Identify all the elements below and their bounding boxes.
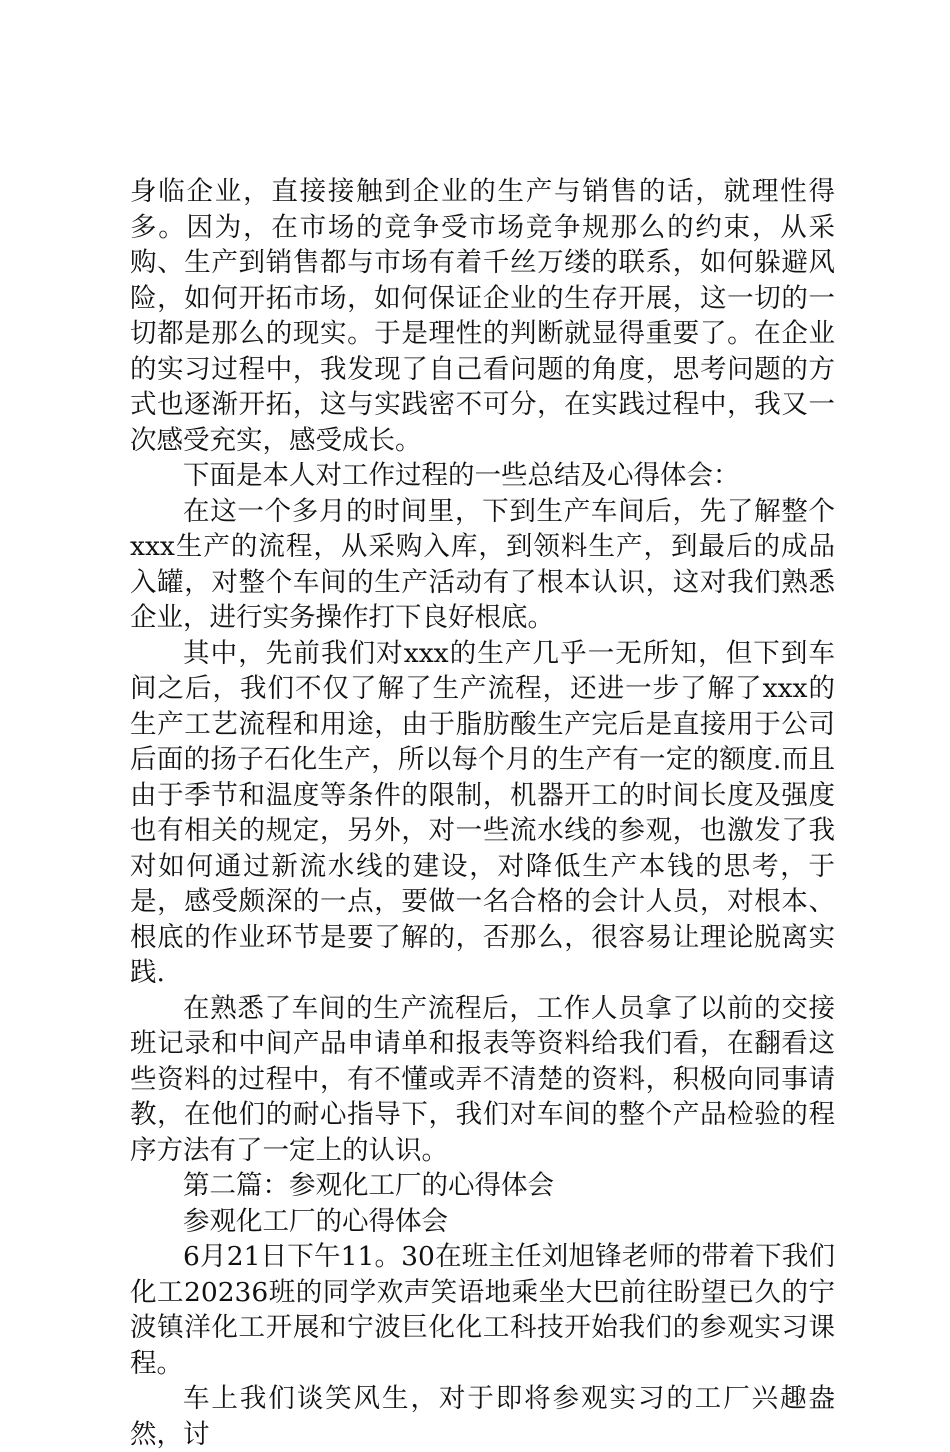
section-title: 参观化工厂的心得体会 xyxy=(183,1205,448,1237)
document-page xyxy=(130,174,835,1452)
paragraph-5: 在熟悉了车间的生产流程后，工作人员拿了以前的交接班记录和中间产品申请单和报表等资料给我们看，在翻看这些资料的过程中，有不懂或弄不清楚的资料，积极向同事请教，在他们的耐心指导下，我们对车间的整个产品检验的程序方法有了一定上的认识。 xyxy=(130,992,835,1166)
paragraph-6: 6月21日下午11。30在班主任刘旭锋老师的带着下我们化工20236班的同学欢声笑语地乘坐大巴前往盼望已久的宁波镇洋化工开展和宁波巨化化工科技开始我们的参观实习课程。 xyxy=(130,1241,835,1379)
paragraph-7: 车上我们谈笑风生，对于即将参观实习的工厂兴趣盎然，讨 xyxy=(130,1383,835,1450)
paragraph-3: 在这一个多月的时间里，下到生产车间后，先了解整个xxx生产的流程，从采购入库，到领料生产，到最后的成品入罐，对整个车间的生产活动有了根本认识，这对我们熟悉企业，进行实务操作打下良好根底。 xyxy=(130,495,835,633)
paragraph-1: 身临企业，直接接触到企业的生产与销售的话，就理性得多。因为，在市场的竞争受市场竞争规那么的约束，从采购、生产到销售都与市场有着千丝万缕的联系，如何躲避风险，如何开拓市场，如何保证企业的生存开展，这一切的一切都是那么的现实。于是理性的判断就显得重要了。在企业的实习过程中，我发现了自己看问题的角度，思考问题的方式也逐渐开拓，这与实践密不可分，在实践过程中，我又一次感受充实，感受成长。 xyxy=(130,176,835,456)
paragraph-2: 下面是本人对工作过程的一些总结及心得体会： xyxy=(183,460,740,491)
paragraph-4: 其中，先前我们对xxx的生产几乎一无所知，但下到车间之后，我们不仅了解了生产流程，还进一步了解了xxx的生产工艺流程和用途，由于脂肪酸生产完后是直接用于公司后面的扬子石化生产，所以每个月的生产有一定的额度.而且由于季节和温度等条件的限制，机器开工的时间长度及强度也有相关的规定，另外，对一些流水线的参观，也激发了我对如何通过新流水线的建设，对降低生产本钱的思考，于是，感受颇深的一点，要做一名合格的会计人员，对根本、根底的作业环节是要了解的，否那么，很容易让理论脱离实践. xyxy=(130,637,835,988)
section-heading: 第二篇：参观化工厂的心得体会 xyxy=(183,1170,554,1201)
